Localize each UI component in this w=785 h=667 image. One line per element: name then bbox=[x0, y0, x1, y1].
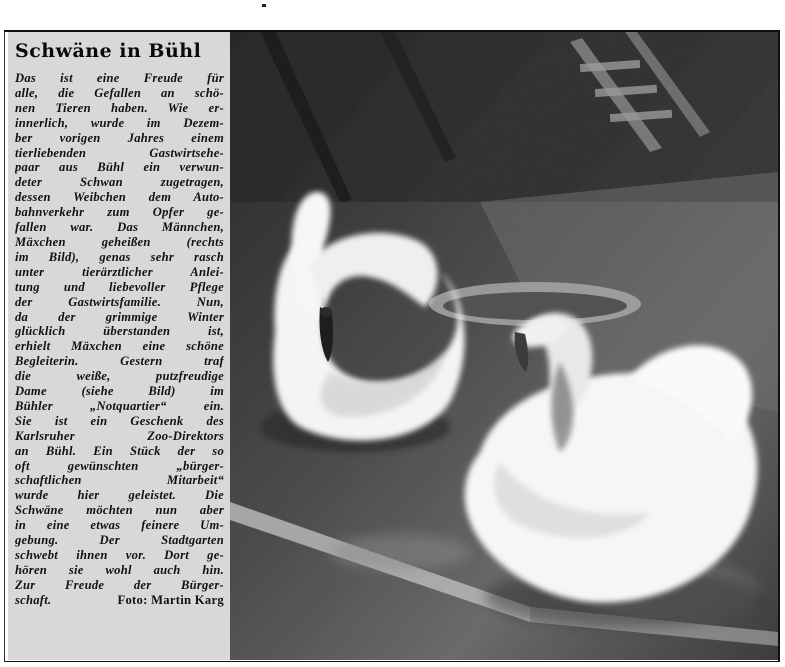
article-line: oft gewünschten „bürger- bbox=[15, 458, 224, 473]
article-line: unter tierärztlicher Anlei- bbox=[15, 264, 224, 279]
article-line: Schwäne möchten nun aber bbox=[15, 503, 224, 518]
article-final-word: schaft. bbox=[15, 592, 52, 607]
article-line: ber vorigen Jahres einem bbox=[15, 130, 224, 145]
article-line: Begleiterin. Gestern traf bbox=[15, 354, 224, 369]
article-line: Das ist eine Freude für bbox=[15, 71, 224, 85]
article-body bbox=[15, 71, 224, 608]
article-headline: Schwäne in Bühl bbox=[15, 40, 202, 62]
article-line: schaftlichen Mitarbeit“ bbox=[15, 473, 224, 488]
article-line: schwebt ihnen vor. Dort ge- bbox=[15, 548, 224, 562]
article-line: erhielt Mäxchen eine schöne bbox=[15, 339, 224, 354]
article-line: der Gastwirtsfamilie. Nun, bbox=[15, 294, 224, 309]
article-line: Karlsruher Zoo-Direktors bbox=[15, 428, 224, 443]
article-line: in eine etwas feinere Um- bbox=[15, 518, 224, 533]
article-line: alle, die Gefallen an schö- bbox=[15, 85, 224, 100]
photo-credit: Foto: Martin Karg bbox=[117, 592, 224, 607]
article-line: da der grimmige Winter bbox=[15, 309, 224, 324]
article-line: im Bild), genas sehr rasch bbox=[15, 249, 224, 264]
article-line: bahnverkehr zum Opfer ge- bbox=[15, 205, 224, 220]
article-line: an Bühl. Ein Stück der so bbox=[15, 443, 224, 458]
article-line: hören sie wohl auch hin. bbox=[15, 562, 224, 577]
print-speck bbox=[262, 4, 266, 7]
article-line: wurde hier geleistet. Die bbox=[15, 488, 224, 503]
article-line: die weiße, putzfreudige bbox=[15, 369, 224, 384]
article-final-line bbox=[15, 593, 224, 608]
article-line: paar aus Bühl ein verwun- bbox=[15, 160, 224, 175]
article-line: Bühler „Notquartier“ ein. bbox=[15, 398, 224, 413]
article-line: tung und liebevoller Pflege bbox=[15, 279, 224, 294]
article-line: tierliebenden Gastwirtsehe- bbox=[15, 145, 224, 160]
article-column bbox=[8, 32, 230, 660]
article-line: Sie ist ein Geschenk des bbox=[15, 413, 224, 428]
article-line: Dame (siehe Bild) im bbox=[15, 384, 224, 399]
article-line: Zur Freude der Bürger- bbox=[15, 577, 224, 592]
article-line: deter Schwan zugetragen, bbox=[15, 175, 224, 190]
article-line: glücklich überstanden ist, bbox=[15, 324, 224, 339]
article-line: gebung. Der Stadtgarten bbox=[15, 533, 224, 548]
article-line: innerlich, wurde im Dezem- bbox=[15, 115, 224, 130]
article-line: Mäxchen geheißen (rechts bbox=[15, 234, 224, 249]
article-line: nen Tieren haben. Wie er- bbox=[15, 100, 224, 115]
swan-photo bbox=[230, 32, 778, 660]
photo-scene bbox=[230, 32, 778, 660]
article-line: fallen war. Das Männchen, bbox=[15, 220, 224, 235]
article-line: dessen Weibchen dem Auto- bbox=[15, 190, 224, 205]
